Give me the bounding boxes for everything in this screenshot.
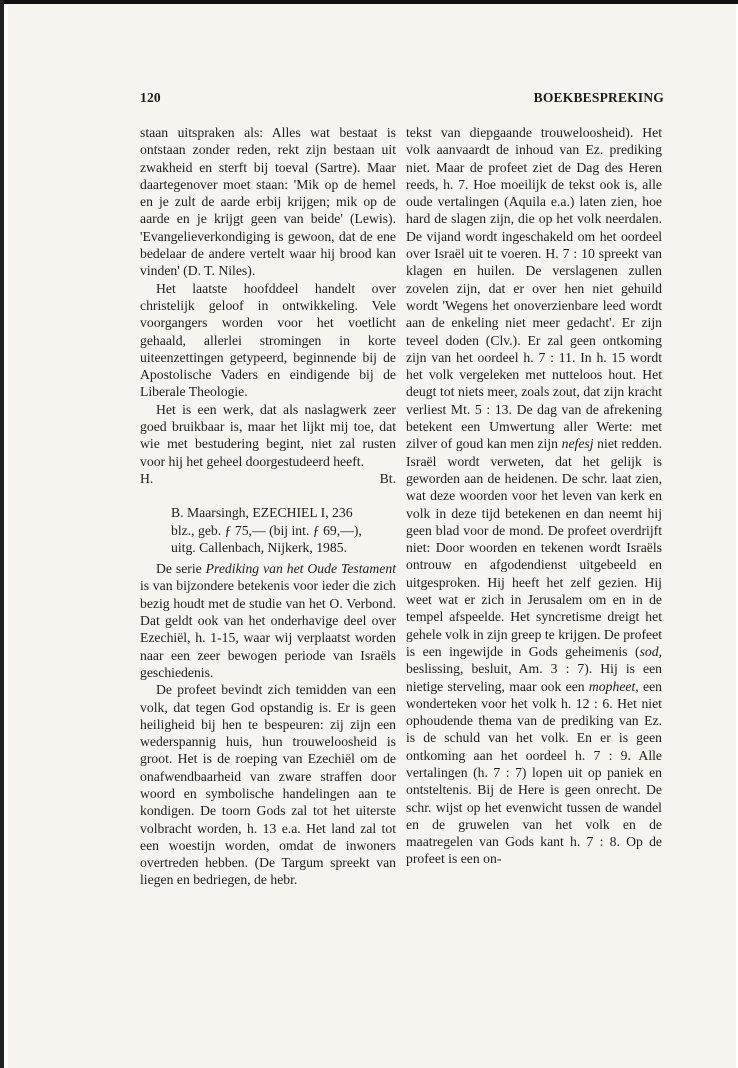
text-run: De serie <box>156 561 206 577</box>
reviewer-signature <box>140 470 396 487</box>
paragraph-continuation: staan uitspraken als: Alles wat bestaat is ontstaan zonder reden, rekt zijn bestaan uit zwakheid en sterft bij toeval (Sartre). Maar daartegenover moet staan: 'Mik op de hemel en je zult de aarde erbij krijgen; mik op de aarde en je krijgt geen van beide' (Lewis). 'Evangelieverkondiging is gewoon, dat de ene bedelaar de andere vertelt waar hij brood kan vinden' (D. T. Niles). <box>140 125 396 279</box>
page-number: 120 <box>140 90 161 105</box>
text-run: , beslissing, besluit, Am. 3 : 7). Hij is een nietige sterveling, maar ook een <box>406 643 662 694</box>
text-run: is van bijzondere betekenis voor ieder die zich bezig houdt met de studie van het O. Verbond. Dat geldt ook van het onderhavige deel over Ezechiël, h. 1-15, waar wij verplaatst worden naar een zeer bewogen periode van Israëls geschiedenis. <box>140 578 396 680</box>
italic-term: sod <box>639 643 659 659</box>
paragraph-continuation <box>406 124 662 868</box>
text-run: niet redden. Israël wordt verweten, dat het gelijk is geworden aan de heidenen. De schr. laat zien, wat deze woorden voor het leven van kerk en volk in deze tijd betekenen en dan neemt hij geen blad voor de mond. De profeet overdrijft niet: Door woorden en tekenen wordt Israëls ontrouw en afgodendienst uitgebeeld en uitgesproken. Hij heeft het zelf gezien. Hij weet wat er zich in Jerusalem om en in de tempel afspeelde. Het syncretisme dreigt het gehele volk in zijn greep te krijgen. De profeet is een ingewijde in Gods geheimenis ( <box>406 436 663 659</box>
left-column <box>140 124 396 889</box>
paragraph <box>140 560 396 681</box>
right-column <box>406 124 662 868</box>
review-heading-line: blz., geb. ƒ 75,— (bij int. ƒ 69,—), <box>171 522 362 538</box>
page-header <box>140 90 664 110</box>
text-run: , een wonderteken voor het volk h. 12 : 6. Het niet ophoudende thema van de prediking van Ez. is de schuld van het volk. En er is geen ontkoming aan het oordeel h. 7 : 9. Alle vertalingen (h. 7 : 7) lopen uit op paniek en ontsteltenis. Bij de Here is geen onrecht. De schr. wijst op het evenwicht tussen de wandel en de gruwelen van het volk en de maatregelen van Gods kant h. 7 : 8. Op de profeet is een on- <box>406 678 662 867</box>
signature-initial-left: H. <box>140 470 154 486</box>
italic-term: mopheet <box>588 678 636 694</box>
text-run: tekst van diepgaande trouweloosheid). Het volk aanvaardt de inhoud van Ez. prediking niet. Maar de profeet ziet de Dag des Heren reeds, h. 7. Hoe moeilijk de tekst ook is, alle oude vertalingen (Aquila e.a.) laten zien, hoe hard de slagen zijn, die op het volk neerdalen. De vijand wordt ingeschakeld om het oordeel over Israël uit te voeren. H. 7 : 10 spreekt van klagen en huilen. De verslagenen zullen zovelen zijn, dat er over hen niet gehuild wordt 'Wegens het onoverzienbare leed wordt aan de enkeling niet meer gedacht'. Er zijn teveel doden (Clv.). Er zal geen ontkoming zijn van het oordeel h. 7 : 11. In h. 15 wordt het volk vergeleken met nutteloos hout. Het deugt tot niets meer, zoals zout, dat zijn kracht verliest Mt. 5 : 13. De dag van de afrekening betekent een Umwertung aller Werte: met zilver of goud kan men zijn <box>406 125 662 452</box>
review-heading-line: B. Maarsingh, EZECHIEL I, 236 <box>171 505 353 521</box>
paragraph: Het laatste hoofddeel handelt over christelijk geloof in ontwikkeling. Vele voorgangers worden voor het voetlicht gehaald, allerlei stromingen in korte uiteenzettingen getypeerd, beginnende bij de Apostolische Vaders en eindigende bij de Liberale Theologie. <box>140 280 396 400</box>
paragraph: Het is een werk, dat als naslagwerk zeer goed bruikbaar is, maar het lijkt mij toe, dat wie met bestudering begint, niet zal rusten voor hij het geheel doorgestudeerd heeft. <box>140 401 396 469</box>
running-title: BOEKBESPREKING <box>533 90 664 105</box>
scan-left-edge <box>0 0 4 1068</box>
italic-term: nefesj <box>561 436 594 452</box>
review-heading-line: uitg. Callenbach, Nijkerk, 1985. <box>171 539 347 555</box>
paragraph: De profeet bevindt zich temidden van een volk, dat tegen God opstandig is. Er is geen heiligheid bij hen te bespeuren: zij zijn een wederspannig huis, hun trouweloosheid is groot. Het is de roeping van Ezechiël om de onafwendbaarheid van zware straffen door woord en symbolische handelingen aan te kondigen. De toorn Gods zal tot het uiterste volbracht worden, h. 13 e.a. Het land zal tot een woestijn worden, omdat de inwoners overtreden hebben. (De Targum spreekt van liegen en bedriegen, de hebr. <box>140 682 396 888</box>
signature-initial-right: Bt. <box>379 470 396 486</box>
series-title: Prediking van het Oude Testament <box>205 561 396 577</box>
review-heading <box>171 504 396 556</box>
